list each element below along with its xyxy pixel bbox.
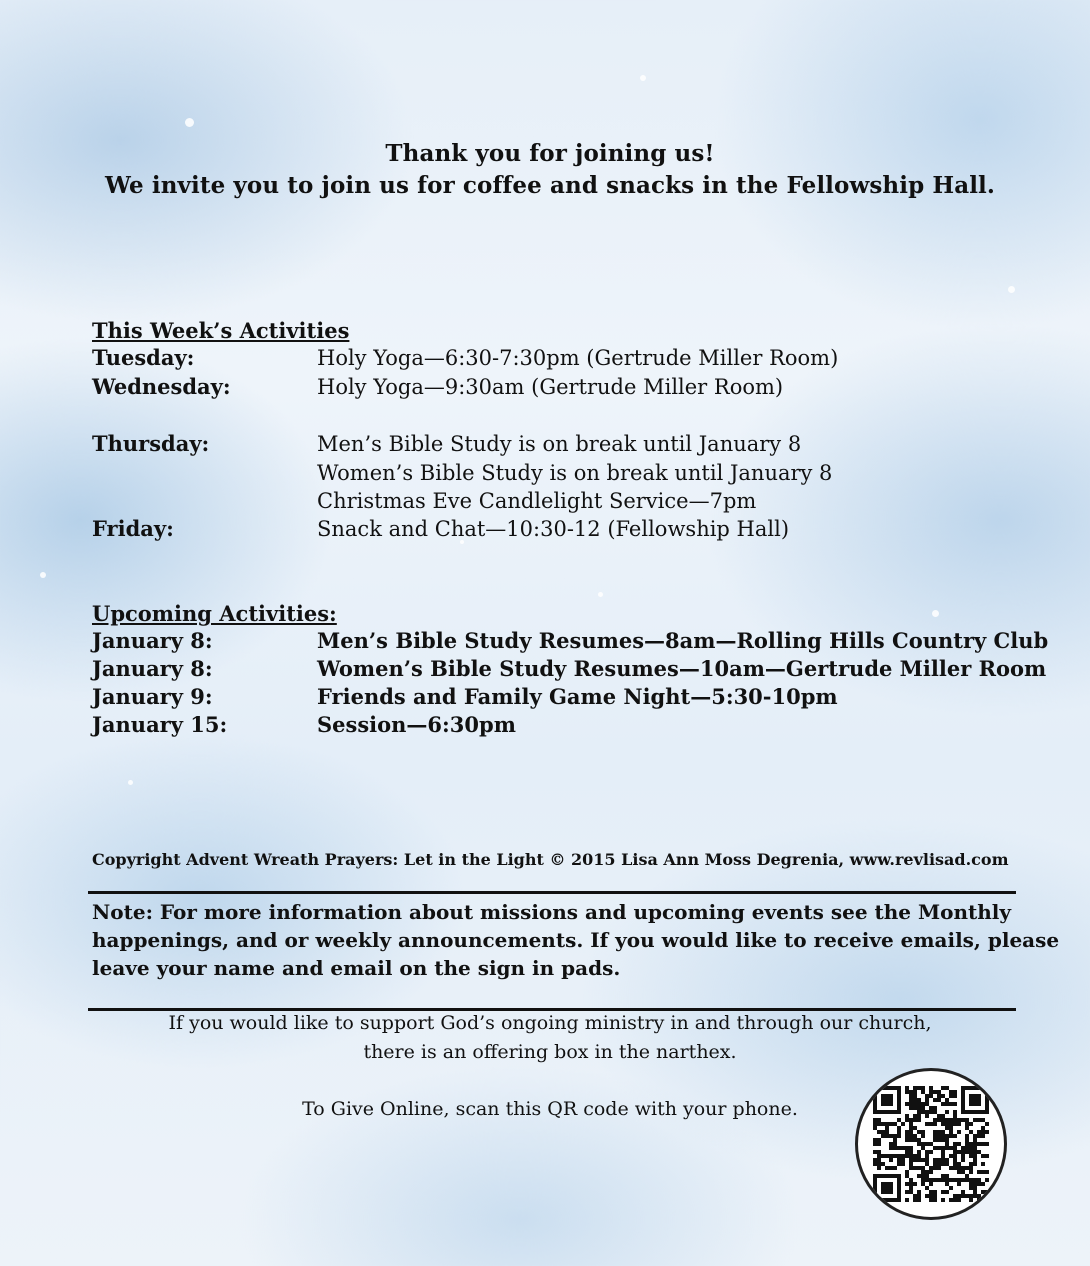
activity-row bbox=[0, 430, 1090, 458]
activity-row bbox=[0, 459, 1090, 487]
snow-fleck bbox=[932, 610, 939, 617]
activity-row bbox=[0, 344, 1090, 372]
upcoming-date: January 8: bbox=[92, 628, 213, 653]
activity-day: Thursday: bbox=[92, 431, 210, 456]
snow-fleck bbox=[185, 118, 194, 127]
note-line: happenings, and or weekly announcements. If you would like to receive emails, please bbox=[92, 928, 1060, 952]
snow-fleck bbox=[598, 592, 603, 597]
qr-code-icon[interactable] bbox=[855, 1068, 1007, 1220]
upcoming-row bbox=[0, 655, 1090, 683]
activity-text: Women’s Bible Study is on break until January 8 bbox=[317, 461, 833, 485]
activity-text: Holy Yoga—9:30am (Gertrude Miller Room) bbox=[317, 375, 784, 399]
activity-day: Friday: bbox=[92, 516, 174, 541]
upcoming-text: Men’s Bible Study Resumes—8am—Rolling Hills Country Club bbox=[317, 628, 1049, 653]
this-week-heading: This Week’s Activities bbox=[92, 318, 350, 343]
qr-finder-square bbox=[873, 1086, 901, 1114]
support-line: If you would like to support God’s ongoing ministry in and through our church, bbox=[168, 1012, 932, 1034]
upcoming-row bbox=[0, 683, 1090, 711]
snow-fleck bbox=[40, 572, 46, 578]
upcoming-date: January 15: bbox=[92, 712, 228, 737]
upcoming-heading: Upcoming Activities: bbox=[92, 601, 337, 626]
support-line: there is an offering box in the narthex. bbox=[363, 1041, 737, 1063]
activity-day: Wednesday: bbox=[92, 374, 231, 399]
note-line: leave your name and email on the sign in pads. bbox=[92, 956, 621, 980]
activity-text: Holy Yoga—6:30-7:30pm (Gertrude Miller Room) bbox=[317, 346, 839, 370]
upcoming-row bbox=[0, 711, 1090, 739]
snow-fleck bbox=[128, 780, 133, 785]
give-online-line: To Give Online, scan this QR code with your phone. bbox=[302, 1098, 798, 1120]
copyright-line: Copyright Advent Wreath Prayers: Let in the Light © 2015 Lisa Ann Moss Degrenia, www.revlisad.com bbox=[92, 850, 1009, 869]
upcoming-date: January 8: bbox=[92, 656, 213, 681]
activity-text: Snack and Chat—10:30-12 (Fellowship Hall) bbox=[317, 517, 790, 541]
activity-day: Tuesday: bbox=[92, 345, 195, 370]
upcoming-text: Friends and Family Game Night—5:30-10pm bbox=[317, 684, 838, 709]
activity-text: Christmas Eve Candlelight Service—7pm bbox=[317, 489, 757, 513]
note-line: Note: For more information about missions and upcoming events see the Monthly bbox=[92, 900, 1011, 924]
upcoming-row bbox=[0, 627, 1090, 655]
snow-fleck bbox=[640, 75, 646, 81]
invitation-line: We invite you to join us for coffee and snacks in the Fellowship Hall. bbox=[105, 172, 995, 199]
upcoming-date: January 9: bbox=[92, 684, 213, 709]
activity-row bbox=[0, 487, 1090, 515]
divider bbox=[88, 891, 1016, 894]
upcoming-text: Session—6:30pm bbox=[317, 712, 516, 737]
activity-row bbox=[0, 515, 1090, 543]
upcoming-text: Women’s Bible Study Resumes—10am—Gertrude Miller Room bbox=[317, 656, 1047, 681]
qr-code-graphic bbox=[858, 1071, 1004, 1217]
activity-row bbox=[0, 373, 1090, 401]
activity-text: Men’s Bible Study is on break until January 8 bbox=[317, 432, 802, 456]
welcome-line: Thank you for joining us! bbox=[385, 140, 715, 167]
qr-finder-square bbox=[961, 1086, 989, 1114]
qr-finder-square bbox=[873, 1174, 901, 1202]
snow-fleck bbox=[1008, 286, 1015, 293]
